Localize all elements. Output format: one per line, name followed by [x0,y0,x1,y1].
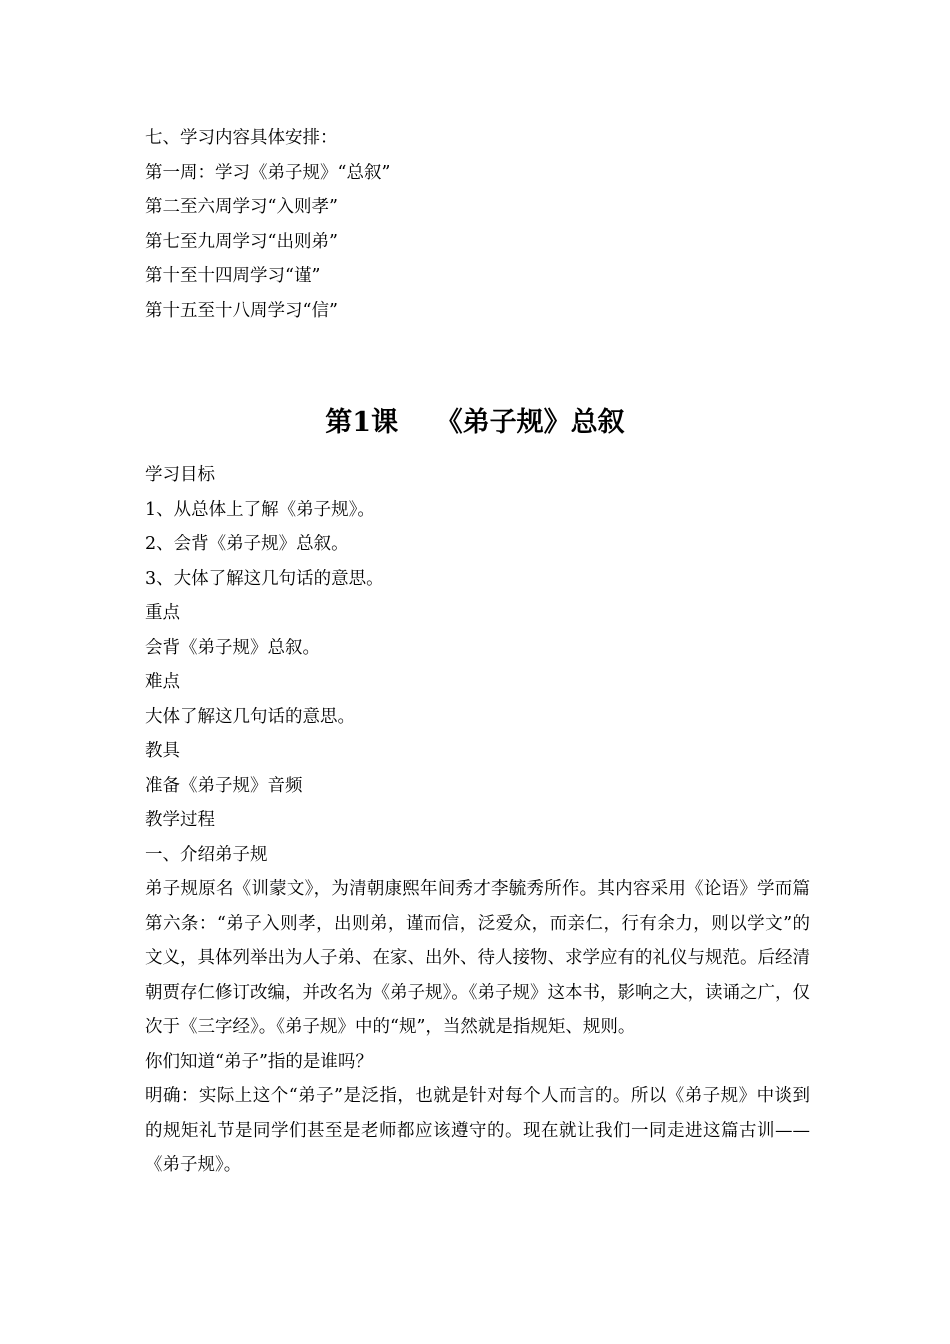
schedule-heading: 七、学习内容具体安排： [145,128,338,148]
goal-item: 2、会背《弟子规》总叙。 [145,534,349,554]
section-heading: 一、介绍弟子规 [145,844,268,865]
study-schedule-section [145,121,825,328]
schedule-item: 第十五至十八周学习“信” [145,300,338,321]
answer-paragraph: 明确：实际上这个“弟子”是泛指，也就是针对每个人而言的。所以《弟子规》中谈到的规矩礼节是同学们甚至是老师都应该遵守的。现在就让我们一同走进这篇古训——《弟子规》。 [145,1086,810,1175]
goal-item: 3、大体了解这几句话的意思。 [145,568,384,589]
teaching-tools-heading: 教具 [145,741,180,761]
schedule-item: 第一周：学习《弟子规》“总叙” [145,162,391,183]
goal-item: 1、从总体上了解《弟子规》。 [145,499,375,520]
lesson-title: 第1课 《弟子规》总叙 [325,407,625,438]
schedule-item: 第七至九周学习“出则弟” [145,231,338,252]
teaching-tools-text: 准备《弟子规》音频 [145,775,303,796]
intro-paragraph: 弟子规原名《训蒙文》，为清朝康熙年间秀才李毓秀所作。其内容采用《论语》学而篇第六条：“弟子入则孝，出则弟，谨而信，泛爱众，而亲仁，行有余力，则以学文”的文义，具体列举出为人子弟、在家、出外、待人接物、求学应有的礼仪与规范。后经清朝贾存仁修订改编，并改名为《弟子规》。《弟子规》这本书，影响之大，读诵之广，仅次于《三字经》。《弟子规》中的“规”，当然就是指规矩、规则。 [145,879,810,1037]
key-point-heading: 重点 [145,603,180,623]
goals-heading: 学习目标 [145,465,215,485]
lesson-body [145,458,810,1183]
teaching-process-heading: 教学过程 [145,810,215,830]
key-point-text: 会背《弟子规》总叙。 [145,637,320,658]
question-text: 你们知道“弟子”指的是谁吗？ [145,1051,373,1072]
schedule-item: 第十至十四周学习“谨” [145,266,321,286]
difficulty-heading: 难点 [145,672,180,692]
difficulty-text: 大体了解这几句话的意思。 [145,706,355,727]
schedule-item: 第二至六周学习“入则孝” [145,197,338,217]
